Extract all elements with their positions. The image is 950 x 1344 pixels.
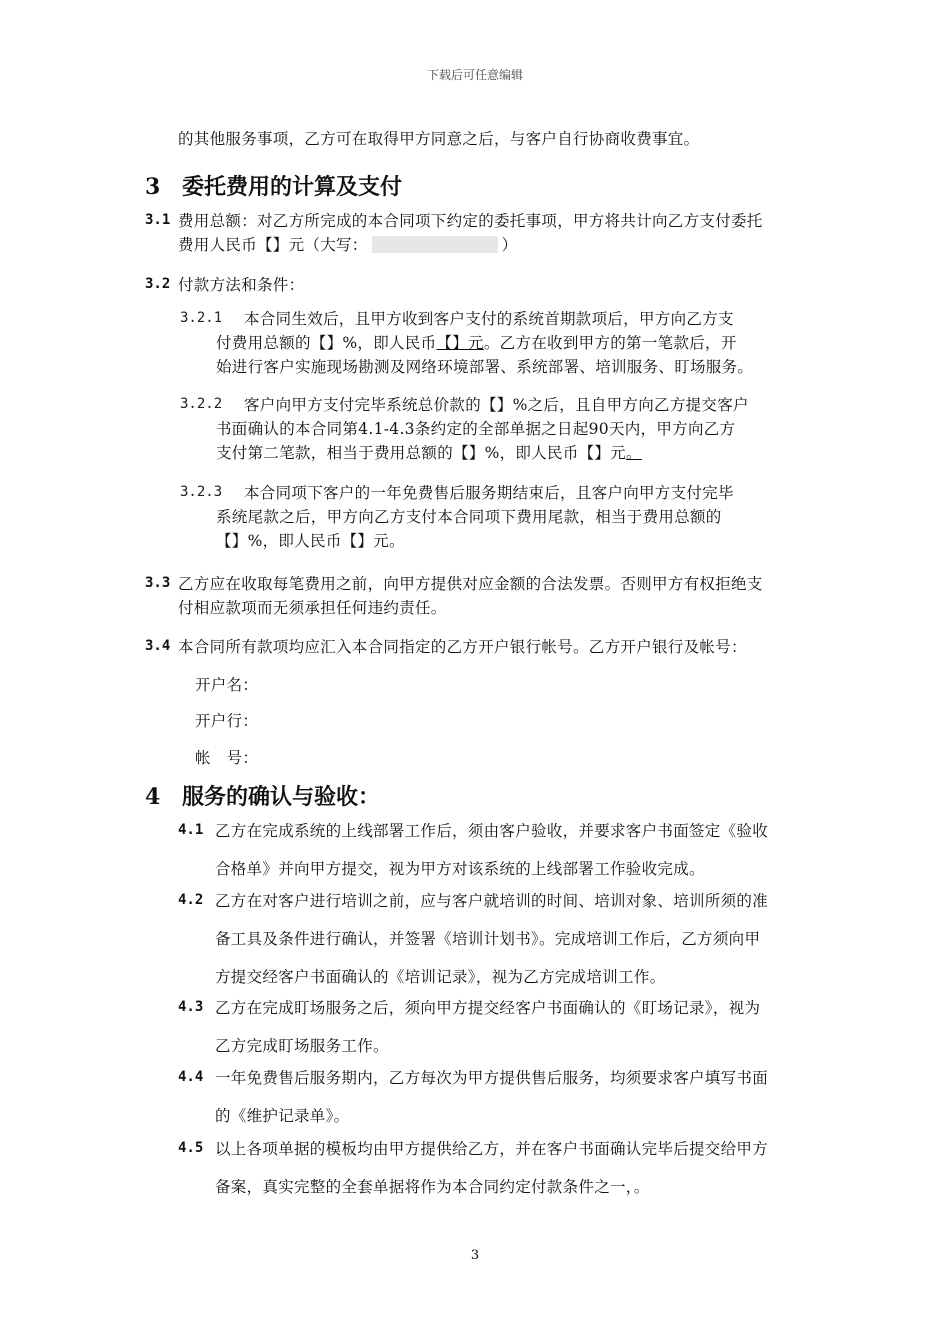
clause-4-4 <box>215 1059 815 1135</box>
clause-4-1-number: 4.1 <box>178 822 204 838</box>
clause-3-2-3-line3: 【】%，即人民币【】元。 <box>216 532 405 550</box>
clause-3-2-3-line1: 本合同项下客户的一年免费售后服务期结束后，且客户向甲方支付完毕 <box>244 484 734 502</box>
page-header: 下载后可任意编辑 <box>426 68 523 82</box>
clause-3-2-3 <box>216 481 796 553</box>
clause-3-2-1-line3: 始进行客户实施现场勘测及网络环境部署、系统部署、培训服务、盯场服务。 <box>216 358 754 376</box>
clause-3-2-1-line1: 本合同生效后，且甲方收到客户支付的系统首期款项后，甲方向乙方支 <box>244 310 734 328</box>
clause-3-2-2-line3a: 支付第二笔款，相当于费用总额的【】%，即人民币【】元 <box>216 444 627 462</box>
clause-3-2-2-number: 3.2.2 <box>180 396 223 412</box>
bank-account-name-label: 开户名： <box>195 676 259 694</box>
clause-4-3-line1: 乙方在完成盯场服务之后，须向甲方提交经客户书面确认的《盯场记录》，视为 <box>215 999 761 1017</box>
redacted-amount-field <box>372 236 498 253</box>
clause-3-2-1-line2-underlined: 【】元 <box>436 334 484 352</box>
clause-3-1-line1: 费用总额：对乙方所完成的本合同项下约定的委托事项，甲方将共计向乙方支付委托 <box>178 212 763 230</box>
clause-4-5-number: 4.5 <box>178 1140 204 1156</box>
clause-4-2 <box>215 882 815 996</box>
clause-3-4-number: 3.4 <box>145 638 171 654</box>
clause-4-1 <box>215 812 815 888</box>
clause-4-3-number: 4.3 <box>178 999 204 1015</box>
clause-3-2-1-number: 3.2.1 <box>180 310 223 326</box>
intro-line: 的其他服务事项，乙方可在取得甲方同意之后，与客户自行协商收费事宜。 <box>178 130 700 148</box>
section-3-heading <box>145 170 402 201</box>
clause-4-1-line2: 合格单》并向甲方提交，视为甲方对该系统的上线部署工作验收完成。 <box>215 860 705 878</box>
clause-4-2-line1: 乙方在对客户进行培训之前，应与客户就培训的时间、培训对象、培训所须的准 <box>215 892 769 910</box>
clause-3-3 <box>178 572 818 620</box>
clause-4-2-line2: 备工具及条件进行确认，并签署《培训计划书》。完成培训工作后，乙方须向甲 <box>215 930 761 948</box>
clause-4-3 <box>215 989 815 1065</box>
clause-3-3-number: 3.3 <box>145 575 171 591</box>
clause-4-4-line2: 的《维护记录单》。 <box>215 1107 350 1125</box>
clause-4-3-line2: 乙方完成盯场服务工作。 <box>215 1037 389 1055</box>
section-3-title: 委托费用的计算及支付 <box>181 174 402 200</box>
clause-3-1-line2a: 费用人民币【】元（大写： <box>178 236 368 254</box>
clause-3-2-2-line1: 客户向甲方支付完毕系统总价款的【】%之后，且自甲方向乙方提交客户 <box>244 396 749 414</box>
clause-3-2-number: 3.2 <box>145 276 171 292</box>
clause-4-5-line1: 以上各项单据的模板均由甲方提供给乙方，并在客户书面确认完毕后提交给甲方 <box>215 1140 769 1158</box>
clause-4-4-number: 4.4 <box>178 1069 204 1085</box>
section-3-number: 3 <box>145 174 161 200</box>
section-4-title: 服务的确认与验收： <box>181 784 380 810</box>
clause-4-5-line2: 备案，真实完整的全套单据将作为本合同约定付款条件之一，。 <box>215 1178 650 1196</box>
clause-4-1-line1: 乙方在完成系统的上线部署工作后，须由客户验收，并要求客户书面签定《验收 <box>215 822 769 840</box>
clause-3-1-number: 3.1 <box>145 212 171 228</box>
clause-3-3-line1: 乙方应在收取每笔费用之前，向甲方提供对应金额的合法发票。否则甲方有权拒绝支 <box>178 575 763 593</box>
clause-3-4-line1: 本合同所有款项均应汇入本合同指定的乙方开户银行帐号。乙方开户银行及帐号： <box>178 638 747 656</box>
clause-4-2-line3: 方提交经客户书面确认的《培训记录》，视为乙方完成培训工作。 <box>215 968 666 986</box>
clause-3-2-2-line3-underlined: 。 <box>626 444 642 462</box>
page-number: 3 <box>470 1248 480 1263</box>
clause-4-5 <box>215 1130 815 1206</box>
clause-3-2-text: 付款方法和条件： <box>178 276 305 294</box>
clause-3-2-3-number: 3.2.3 <box>180 484 223 500</box>
section-4-number: 4 <box>145 784 161 810</box>
clause-3-3-line2: 付相应款项而无须承担任何违约责任。 <box>178 599 447 617</box>
clause-3-1 <box>178 209 818 257</box>
clause-3-2-1 <box>216 307 796 379</box>
clause-3-2-1-line2a: 付费用总额的【】%，即人民币 <box>216 334 437 352</box>
clause-4-4-line1: 一年免费售后服务期内，乙方每次为甲方提供售后服务，均须要求客户填写书面 <box>215 1069 769 1087</box>
bank-account-number-label: 帐 号： <box>195 749 259 767</box>
bank-branch-label: 开户行： <box>195 712 259 730</box>
clause-3-2-3-line2: 系统尾款之后，甲方向乙方支付本合同项下费用尾款，相当于费用总额的 <box>216 508 722 526</box>
clause-3-2-2-line2: 书面确认的本合同第4.1-4.3条约定的全部单据之日起90天内，甲方向乙方 <box>216 420 736 438</box>
clause-3-2-2 <box>216 393 796 465</box>
clause-3-2-1-line2b: 。乙方在收到甲方的第一笔款后，开 <box>483 334 737 352</box>
clause-3-1-line2b: ） <box>501 236 518 254</box>
section-4-heading <box>145 780 380 811</box>
clause-4-2-number: 4.2 <box>178 892 204 908</box>
